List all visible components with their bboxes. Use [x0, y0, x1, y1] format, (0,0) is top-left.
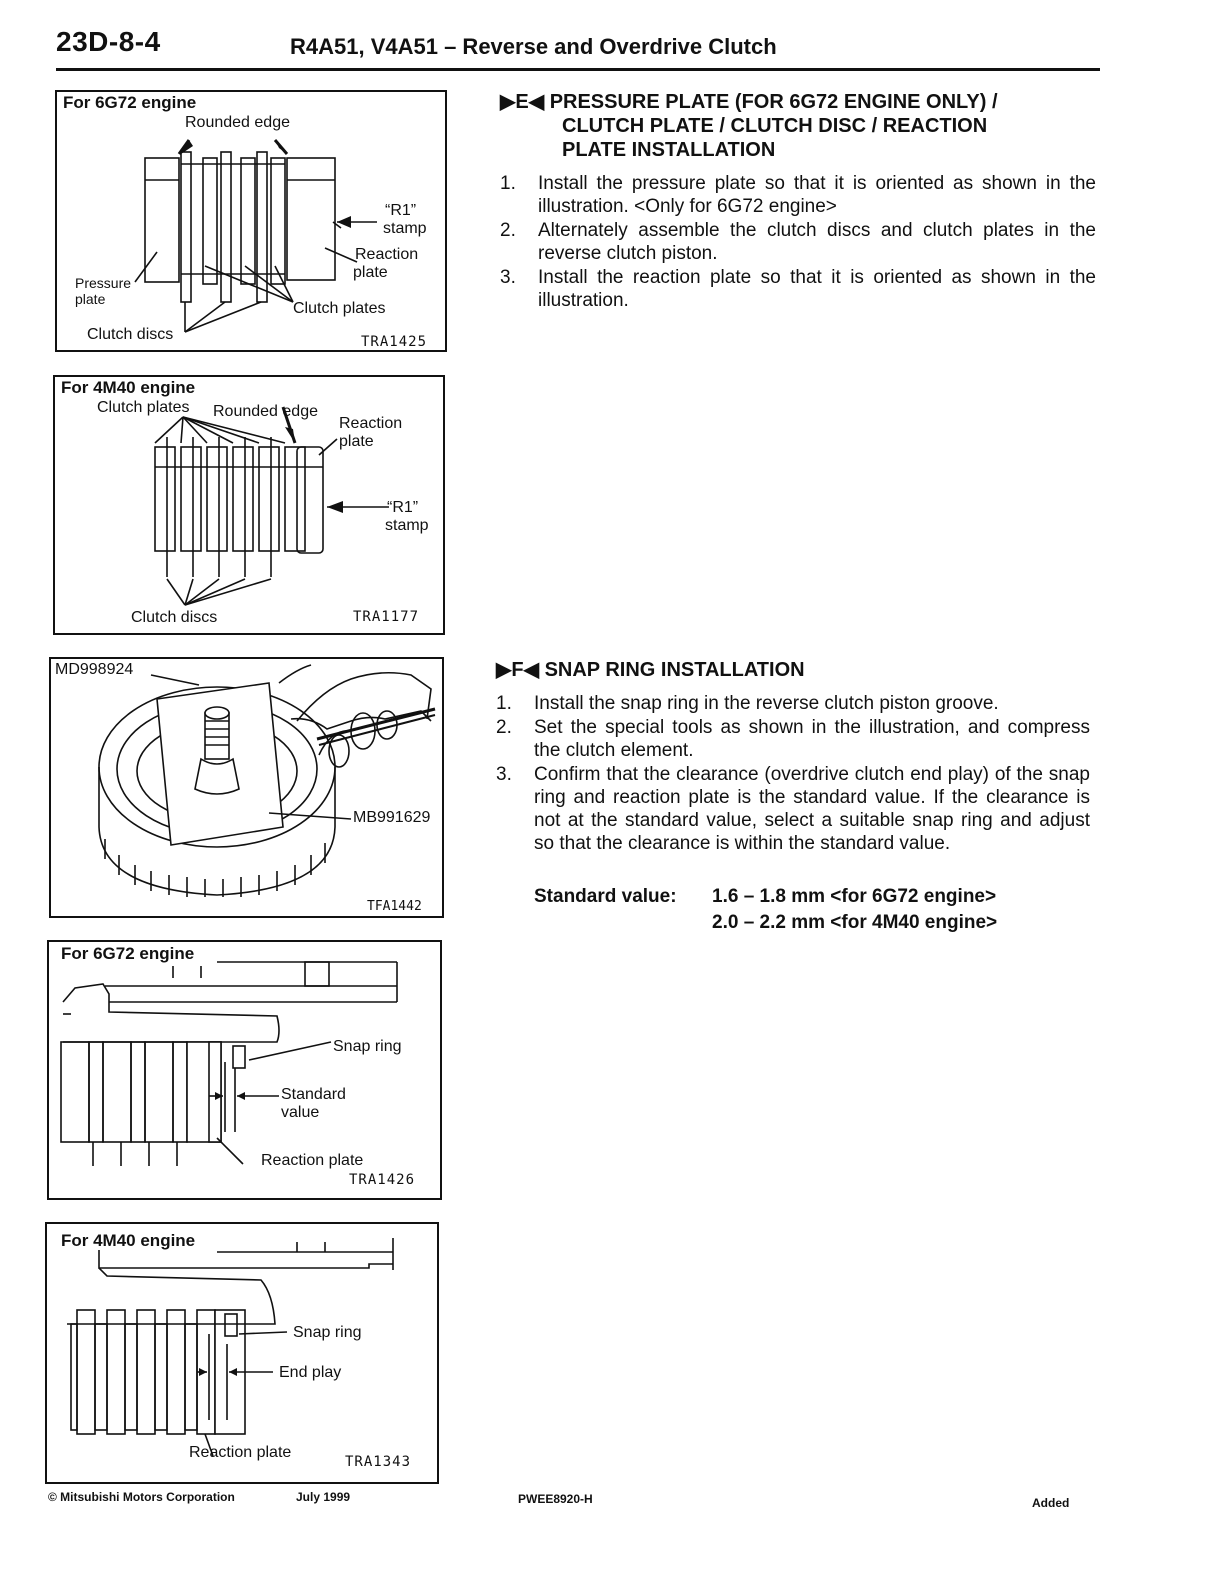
label-reaction-plate-2: plate [353, 264, 388, 281]
section-f-step-3 [496, 763, 1090, 855]
standard-value-6g72: 1.6 – 1.8 mm <for 6G72 engine> [712, 886, 997, 907]
figure-code: TRA1343 [345, 1454, 412, 1470]
snap-ring-6g72-drawing [49, 942, 440, 1198]
section-f-title [496, 658, 805, 682]
label-r1-stamp-2: stamp [383, 220, 427, 237]
figure-special-tools [49, 657, 444, 918]
label-r1-stamp-2: stamp [385, 517, 429, 534]
label-r1-stamp: “R1” [387, 499, 419, 516]
step-text: Alternately assemble the clutch discs and clutch plates in the reverse clutch piston. [538, 220, 1096, 264]
figure-6g72-clutch-stack [55, 90, 447, 352]
section-f-step-2 [496, 716, 1090, 762]
label-pressure-plate-2: plate [75, 291, 106, 307]
figure-code: TRA1177 [353, 609, 420, 625]
figure-4m40-clutch-stack [53, 375, 445, 635]
figure-4m40-snap-ring [45, 1222, 439, 1484]
step-number: 2. [496, 717, 512, 738]
step-text: Install the pressure plate so that it is oriented as shown in the illustration. <Only for 6G72 engine> [538, 173, 1096, 217]
footer-date: July 1999 [296, 1490, 351, 1504]
standard-value-label: Standard value: [534, 886, 677, 907]
section-e-marker-letter: E [515, 91, 529, 113]
label-clutch-discs: Clutch discs [131, 609, 218, 626]
label-end-play: End play [279, 1364, 342, 1381]
figure-code: TRA1426 [349, 1172, 416, 1188]
label-clutch-discs: Clutch discs [87, 326, 174, 343]
label-rounded-edge: Rounded edge [213, 403, 318, 420]
figure-code: TFA1442 [367, 899, 422, 914]
step-number: 1. [500, 173, 516, 194]
label-reaction-plate: Reaction plate [189, 1444, 292, 1461]
figure-title: For 6G72 engine [63, 93, 197, 112]
section-f-title-text: SNAP RING INSTALLATION [544, 659, 805, 681]
label-pressure-plate: Pressure [75, 275, 132, 291]
figure-6g72-snap-ring [47, 940, 442, 1200]
label-rounded-edge: Rounded edge [185, 114, 290, 131]
section-e-title-line3: PLATE INSTALLATION [562, 139, 776, 161]
section-f-marker: ▶F◀ [496, 659, 539, 681]
footer-status: Added [1032, 1496, 1070, 1510]
label-clutch-plates: Clutch plates [293, 300, 386, 317]
footer-copyright: © Mitsubishi Motors Corporation [48, 1490, 235, 1504]
section-e-steps [500, 172, 1096, 313]
section-e-title [500, 90, 998, 162]
label-snap-ring: Snap ring [333, 1038, 402, 1055]
section-e-step-1 [500, 172, 1096, 218]
figure-title: For 6G72 engine [61, 944, 195, 963]
step-number: 3. [500, 267, 516, 288]
step-text: Install the snap ring in the reverse clutch piston groove. [534, 693, 999, 714]
page-number: 23D-8-4 [56, 26, 161, 57]
standard-value-4m40: 2.0 – 2.2 mm <for 4M40 engine> [712, 912, 998, 933]
figure-code: TRA1425 [361, 334, 428, 350]
special-tools-drawing [51, 659, 442, 916]
label-reaction-plate: Reaction [355, 246, 419, 263]
label-r1-stamp: “R1” [385, 202, 417, 219]
step-text: Set the special tools as shown in the illustration, and compress the clutch element. [534, 717, 1090, 761]
label-tool-mb991629: MB991629 [353, 809, 431, 826]
label-standard-value: Standard [281, 1086, 346, 1103]
step-text: Install the reaction plate so that it is oriented as shown in the illustration. [538, 267, 1096, 311]
label-standard-value-2: value [281, 1104, 320, 1121]
section-e-title-line1: PRESSURE PLATE (FOR 6G72 ENGINE ONLY) / [549, 91, 998, 113]
label-tool-md998924: MD998924 [55, 661, 134, 678]
section-f-steps [496, 692, 1090, 856]
label-reaction-plate: Reaction plate [261, 1152, 364, 1169]
label-snap-ring: Snap ring [293, 1324, 362, 1341]
step-text: Confirm that the clearance (overdrive clutch end play) of the snap ring and reaction plate is the standard value. If the clearance is not at the standard value, select a suitable snap ring and adjust so that the clearance is within the standard value. [534, 764, 1090, 854]
section-f-step-1 [496, 692, 1090, 715]
section-f-marker-letter: F [511, 659, 524, 681]
section-e-title-line2: CLUTCH PLATE / CLUTCH DISC / REACTION [562, 115, 988, 137]
section-e-marker: ▶E◀ [500, 91, 545, 113]
label-reaction-plate: Reaction [339, 415, 403, 432]
section-e-step-3 [500, 266, 1096, 312]
section-e-step-2 [500, 219, 1096, 265]
step-number: 3. [496, 764, 512, 785]
page-title: R4A51, V4A51 – Reverse and Overdrive Clutch [290, 34, 777, 59]
header-divider [56, 68, 1100, 71]
step-number: 2. [500, 220, 516, 241]
figure-title: For 4M40 engine [61, 1231, 196, 1250]
figure-title: For 4M40 engine [61, 378, 196, 397]
step-number: 1. [496, 693, 512, 714]
label-reaction-plate-2: plate [339, 433, 374, 450]
label-clutch-plates: Clutch plates [97, 399, 190, 416]
footer-doc-id: PWEE8920-H [518, 1492, 593, 1506]
